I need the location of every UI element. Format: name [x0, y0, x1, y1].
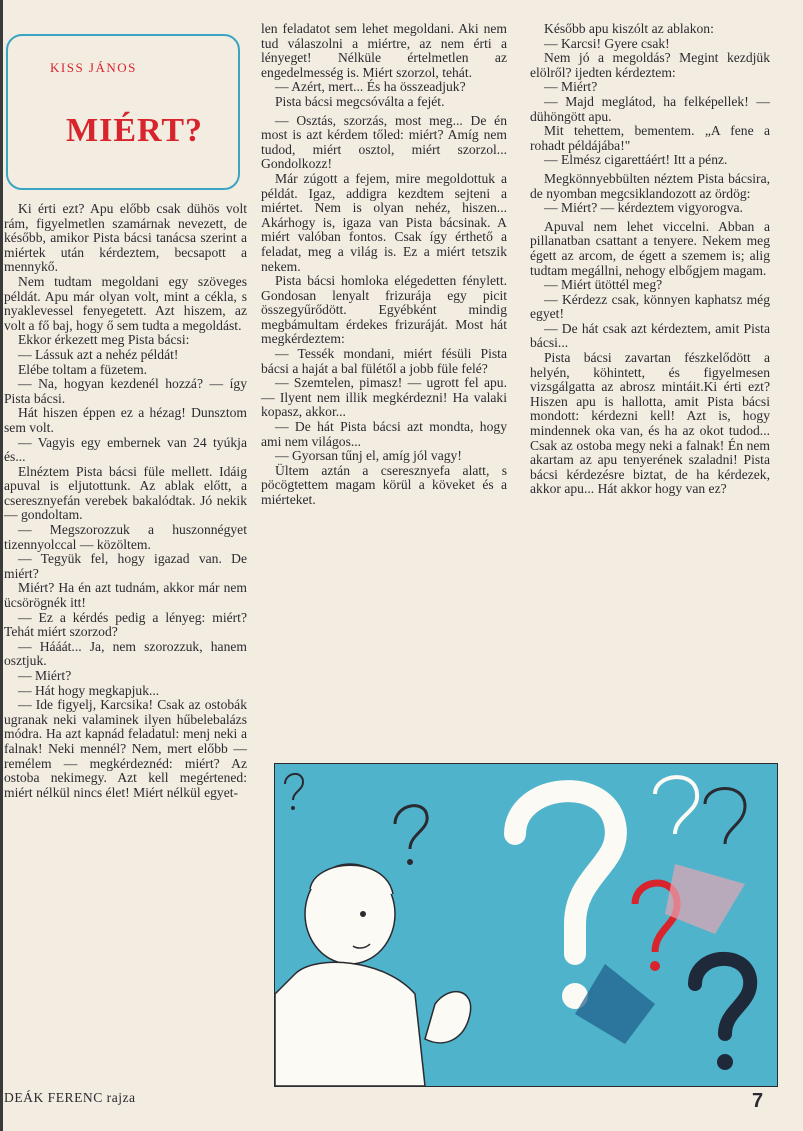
paragraph: Mit tehettem, bementem. „A fene a rohadt példájába!": [530, 123, 770, 153]
paragraph: — Miért?: [18, 668, 72, 683]
paragraph: — Hát hogy megkapjuk...: [18, 682, 160, 698]
paragraph: — Miért ütöttél meg?: [544, 277, 663, 293]
paragraph: — De hát csak azt kérdeztem, amit Pista bácsi...: [530, 320, 770, 351]
paragraph: Pista bácsi zavartan fészkelődött a helyén, köhintett, és figyelmesen vizsgálgatta az abrosz mintáit.Ki érti ezt? Hiszen apu is hallotta, amit Pista bácsi mondott: kérdezni kell! Azt is, hogy mindennek oka van, és ha az okot tudod... Csak az ostoba megy neki a falnak! Én nem akartam az apu tenyerének szaladni! Pista bácsi kérdezésre biztat, de ha kérdezek, akkor apu... Hát akkor hogy van ez?: [530, 350, 770, 497]
paragraph: — Megszorozzuk a huszonnégyet tizennyolccal — közöltem.: [4, 522, 247, 552]
article-title: MIÉRT?: [66, 112, 204, 149]
paragraph: Nem tudtam megoldani egy szöveges példát. Apu már olyan volt, mint a cékla, s nyaklevessel fenyegetett. Azt hiszem, az volt a fő baj, hogy ő sem tudta a megoldást.: [4, 273, 247, 333]
text-column-1: [4, 202, 247, 800]
paragraph: len feladatot sem lehet megoldani. Aki nem tud válaszolni a miértre, az nem érti a lényeget! Nélküle értelmetlen az engedelmesség is. Miért szorzol, tehát.: [261, 21, 507, 80]
paragraph: — Elmész cigarettáért! Itt a pénz.: [544, 152, 728, 168]
paragraph: Pista bácsi homloka elégedetten fénylett. Gondosan lenyalt frizurája egy picit összegyűrődött. Egyébként mindig megbámultam érdekes frizuráját. Most hát megkérdeztem:: [261, 273, 507, 347]
question-mark-outline: [655, 777, 697, 834]
paragraph: — Karcsi! Gyere csak!: [544, 35, 670, 51]
paragraph: — Ide figyelj, Karcsika! Csak az ostobák ugranak neki valaminek ilyen hűbelebalázs módra. Ha azt kapnád feladatul: menj neki a falnak! Neki mennél? Nem, mert előbb — remélem — megkérdeznéd: miért? Az ostoba nekimegy. Azt kell megértened: miért nélkül nincs élet! Miért nélkül egyet-: [4, 697, 247, 800]
illustration-credit: DEÁK FERENC rajza: [4, 1090, 136, 1105]
author-name: KISS JÁNOS: [50, 60, 137, 75]
paragraph: Már zúgott a fejem, mire megoldottuk a példát. Igaz, addigra kezdtem sejteni a miértet. Nem is olyan nehéz, hiszen... Akárhogy is, igaza van Pista bácsinak. A miért valóban fontos. Csak így érthető a feladat, meg a világ is. Ez a miért tetszik nekem.: [261, 170, 507, 274]
question-mark-outline: [395, 806, 427, 849]
paragraph: Elébe toltam a füzetem.: [18, 361, 148, 377]
paragraph: Ekkor érkezett meg Pista bácsi:: [18, 332, 190, 348]
text-column-3: [530, 22, 770, 497]
boy-hand: [425, 992, 471, 1043]
boy-body: [275, 962, 425, 1086]
paragraph: — Miért? — kérdeztem vigyorogva.: [544, 200, 743, 216]
paragraph: — Majd meglátod, ha felképellek! — dühöngött apu.: [530, 93, 770, 124]
text-column-2: [261, 22, 507, 508]
paragraph: — Szemtelen, pimasz! — ugrott fel apu. — Ilyent nem illik megkérdezni! Ha valaki kopasz, akkor...: [261, 375, 507, 420]
question-mark-outline: [705, 789, 745, 845]
paragraph: Elnéztem Pista bácsi füle mellett. Idáig apuval is eljutottunk. Az ablak előtt, a cseresznyefán verebek bakalódtak. Jó nekik — gondoltam.: [4, 463, 247, 523]
paragraph: — Gyorsan tűnj el, amíg jól vagy!: [275, 448, 462, 464]
paragraph: — Miért?: [544, 79, 598, 95]
paragraph: — Na, hogyan kezdenél hozzá? — így Pista bácsi.: [4, 376, 247, 406]
paragraph: — Hááát... Ja, nem szorozzuk, hanem osztjuk.: [4, 638, 247, 669]
paragraph: — Kérdezz csak, könnyen kaphatsz még egyet!: [530, 291, 770, 322]
paragraph: Nem jó a megoldás? Megint kezdjük elölről? ijedten kérdeztem:: [530, 50, 770, 80]
paragraph: Hát hiszen éppen ez a hézag! Dunsztom sem volt.: [4, 405, 247, 435]
paragraph: — Tegyük fel, hogy igazad van. De miért?: [4, 551, 247, 581]
paragraph: — Azért, mert... És ha összeadjuk?: [275, 79, 466, 95]
paragraph: Apuval nem lehet viccelni. Abban a pillanatban csattant a tenyere. Nekem meg égett az arcom, de égett a szemem is; alig tudtam megállni, nehogy elbőgjem magam.: [530, 218, 770, 278]
paragraph: — Tessék mondani, miért fésüli Pista bácsi a haját a bal fülétől a jobb füle felé?: [261, 346, 507, 376]
paragraph: Ki érti ezt? Apu előbb csak dühös volt rám, figyelmetlen szamárnak nevezett, de később, amikor Pista bácsi tanácsa szerint a miértek után kérdeztem, becsapott a mennykő.: [4, 201, 247, 275]
paragraph: — Lássuk azt a nehéz példát!: [18, 346, 179, 362]
paragraph: — Osztás, szorzás, most meg... De én most is azt kérdem tőled: miért? Amíg nem tudod, miért osztol, miért szorzol... Gondolkozz!: [261, 112, 507, 172]
paragraph: Ültem aztán a cseresznyefa alatt, s pöcögtettem magam körül a köveket és a miérteket.: [261, 462, 507, 507]
page-edge: [0, 0, 3, 1131]
paragraph: — De hát Pista bácsi azt mondta, hogy ami nem világos...: [261, 419, 507, 449]
large-question-mark: [515, 791, 616, 954]
paragraph: — Ez a kérdés pedig a lényeg: miért? Tehát miért szorzod?: [4, 609, 247, 640]
paragraph: Megkönnyebbülten néztem Pista bácsira, de nyomban megcsiklandozott az ördög:: [530, 170, 770, 201]
dark-question-mark: [695, 959, 750, 1034]
paragraph: Pista bácsi megcsóválta a fejét.: [275, 93, 445, 109]
paragraph: — Vagyis egy embernek van 24 tyúkja és...: [4, 434, 247, 465]
question-mark-outline: [285, 774, 303, 800]
paragraph: Miért? Ha én azt tudnám, akkor már nem ücsörögnék itt!: [4, 580, 247, 611]
page-number: 7: [752, 1090, 764, 1112]
paragraph: Később apu kiszólt az ablakon:: [544, 21, 714, 36]
question-marks-illustration: [274, 763, 778, 1087]
